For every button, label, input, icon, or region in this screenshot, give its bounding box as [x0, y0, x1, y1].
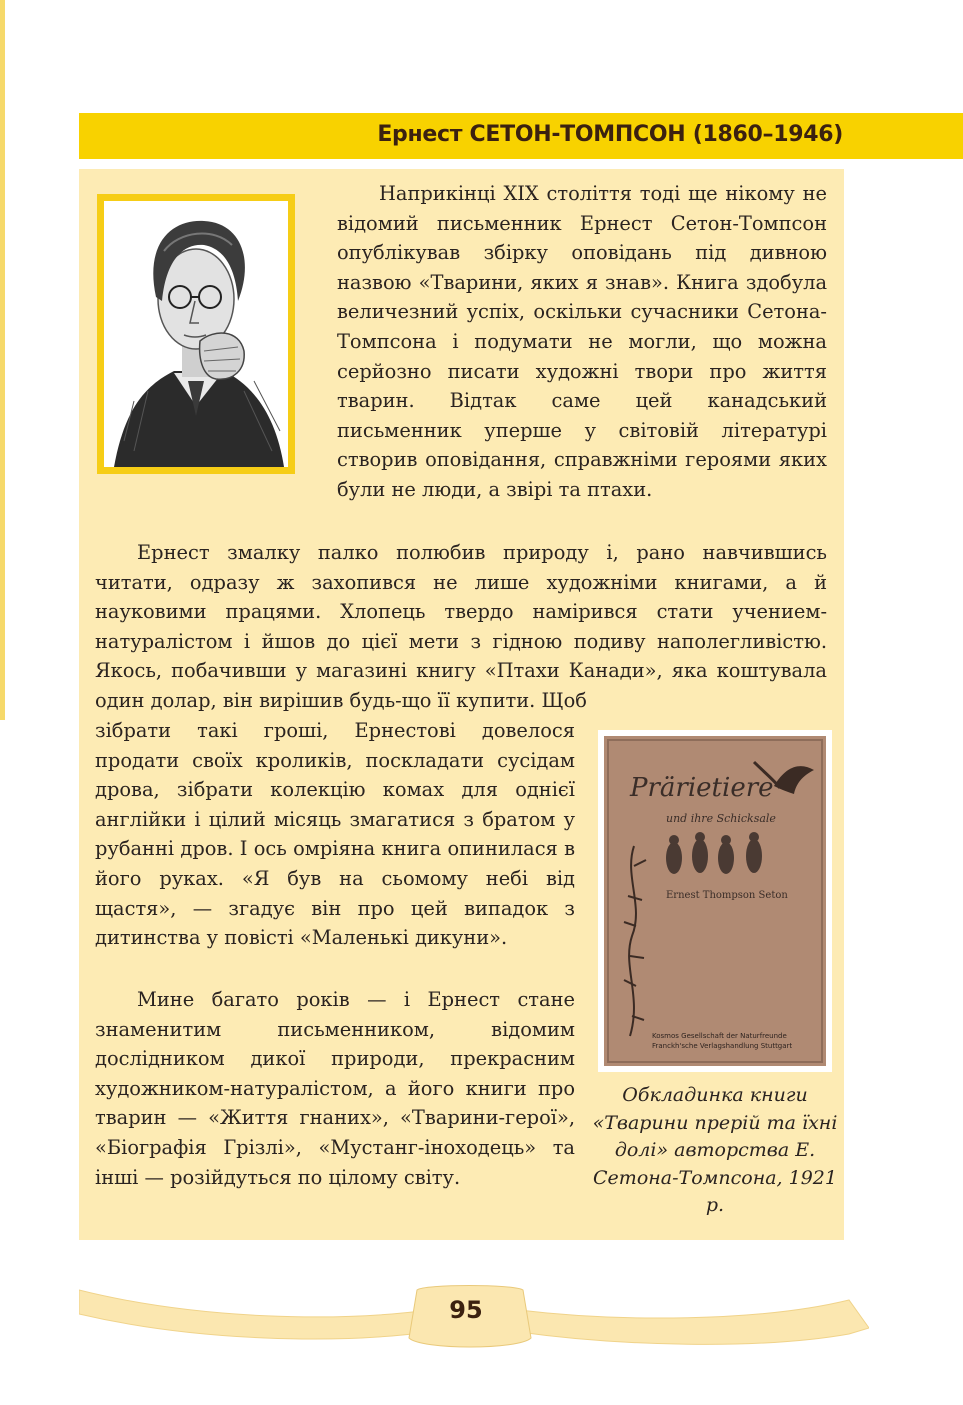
left-edge-strip: [0, 0, 5, 720]
book-cover-image: [604, 736, 826, 1066]
author-portrait: [97, 194, 295, 474]
book-caption: Обкладинка книги «Тварини прерій та їхні долі» авторства Е. Сетона-Томпсона, 1921 р.: [592, 1084, 838, 1216]
paragraph-intro: Наприкінці XIX століття тоді ще нікому не відомий письменник Ернест Сетон-Томпсон опублікував збірку оповідань під дивною назвою «Тварини, яких я знав». Книга здобула величезний успіх, оскільки сучасники Сетона-Томпсона і подумати не могли, що можна серйозно писати художні твори про життя тварин. Відтак саме цей канадський письменник уперше у світовій літературі створив оповідання, справжніми героями яких були не люди, а звірі та птахи.: [337, 182, 827, 501]
book-subtitle: und ihre Schicksale: [666, 812, 776, 825]
page-number: 95: [449, 1296, 483, 1324]
paragraph-childhood: Ернест змалку палко полюбив природу і, рано навчившись читати, одразу ж захопився не лише художніми книгами, а й науковими працями. Хлопець твердо намірився стати учением-натуралістом і йшов до цієї мети з гідною подиву наполегливістю. Якось, побачивши у магазині книгу «Птахи Канади», яка коштувала один долар, він вирішив будь-що її купити. Щоб: [95, 541, 827, 712]
paragraph-later-life: Мине багато років — і Ернест стане знаменитим письменником, відомим дослідником дикої природи, прекрасним художником-натуралістом, а його книги про тварин — «Життя гнаних», «Тварини-герої», «Біографія Грізлі», «Мустанг-іноходець» та інші — розійдуться по цілому світу.: [95, 988, 575, 1189]
book-publisher-1: Kosmos Gesellschaft der Naturfreunde: [652, 1032, 787, 1040]
portrait-illustration: [104, 201, 288, 467]
book-publisher-2: Franckh'sche Verlagshandlung Stuttgart: [652, 1042, 793, 1050]
header-title: Ернест СЕТОН-ТОМПСОН (1860–1946): [377, 122, 843, 147]
content-panel: [79, 169, 844, 1240]
book-cover-photo: [598, 730, 832, 1072]
book-author: Ernest Thompson Seton: [666, 890, 788, 901]
section-header: [79, 113, 963, 159]
book-title: Prärietiere: [630, 773, 774, 803]
paragraph-book-purchase: зібрати такі гроші, Ернестові довелося продати своїх кроликів, поскладати сусідам дрова, зібрати колекцію комах для однієї англійки і цілий місяць змагатися з братом у рубанні дров. І ось омріяна книга опинилася в його руках. «Я був на сьомому небі від щастя», — згадує він про цей випадок з дитинства у повісті «Маленькі дикуни».: [95, 719, 575, 950]
